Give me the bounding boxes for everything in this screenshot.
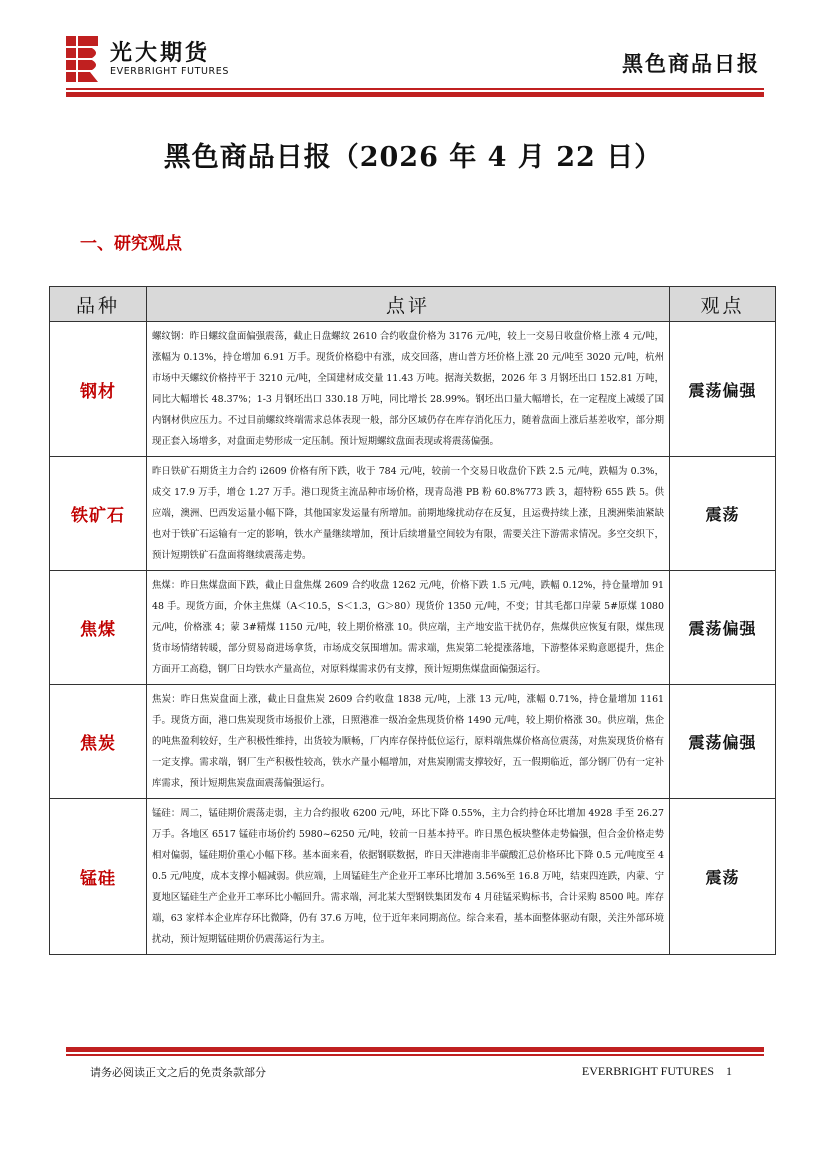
section-heading: 一、研究观点	[80, 234, 182, 254]
table-row	[50, 457, 776, 571]
company-logo	[66, 36, 246, 82]
comment-cell: 锰硅：周二，锰硅期价震荡走弱，主力合约报收 6200 元/吨，环比下降 0.55%，主力合约持仓环比增加 4928 手至 26.27 万手。各地区 6517 锰硅市场价约 5980~6250 元/吨，较前一日基本持平。昨日黑色板块整体走势偏强，但合金价格走势相对偏弱，锰硅期价重心小幅下移。基本面来看，依据钢联数据，昨日天津港南非半碳酸汇总价格环比下降 0.5 元/吨度至 40.5 元/吨度，成本支撑小幅减弱。供应端，上周锰硅生产企业开工率环比增加 3.56%至 16.8 万吨，结束四连跌，内蒙、宁夏地区锰硅生产企业开工率环比小幅回升。需求端，河北某大型钢铁集团发布 4 月硅锰采购标书，合计采购 8500 吨。库存端，63 家样本企业库存环比微降，仍有 37.6 万吨，位于近年来同期高位。综合来看，基本面整体驱动有限，关注外部环境扰动，预计短期锰硅期价仍震荡运行为主。	[147, 799, 670, 955]
view-cell: 震荡偏强	[670, 322, 776, 457]
footer-company	[582, 1064, 732, 1079]
variety-cell: 焦煤	[50, 571, 147, 685]
report-name: 黑色商品日报	[622, 52, 760, 76]
comment-cell: 螺纹钢：昨日螺纹盘面偏强震荡，截止日盘螺纹 2610 合约收盘价格为 3176 元/吨，较上一交易日收盘价格上涨 4 元/吨，涨幅为 0.13%，持仓增加 6.91 万手。现货价格稳中有涨，成交回落，唐山普方坯价格上涨 20 元/吨至 3020 元/吨，杭州市场中天螺纹价格持平于 3210 元/吨，全国建材成交量 11.43 万吨。据海关数据，2026 年 3 月钢坯出口 152.81 万吨，同比大幅增长 48.37%；1-3 月钢坯出口 330.18 万吨，同比增长 28.99%。钢坯出口量大幅增长，在一定程度上减缓了国内钢材供应压力。不过目前螺纹终端需求总体表现一般，部分区域仍存在库存消化压力，随着盘面上涨后基差收窄，部分期现正套入场增多，对盘面走势形成一定压制。预计短期螺纹盘面表现或将震荡偏强。	[147, 322, 670, 457]
variety-cell: 锰硅	[50, 799, 147, 955]
view-cell: 震荡	[670, 457, 776, 571]
variety-cell: 铁矿石	[50, 457, 147, 571]
table-row	[50, 571, 776, 685]
table-row	[50, 322, 776, 457]
table-row	[50, 685, 776, 799]
variety-cell: 钢材	[50, 322, 147, 457]
research-views-table	[49, 286, 776, 955]
page-number: 1	[726, 1064, 732, 1078]
header-comment: 点评	[147, 287, 670, 322]
header-variety: 品种	[50, 287, 147, 322]
page-title: 黑色商品日报（2026 年 4 月 22 日）	[163, 142, 663, 173]
table-row	[50, 799, 776, 955]
header-rule	[66, 88, 764, 97]
comment-cell: 昨日铁矿石期货主力合约 i2609 价格有所下跌，收于 784 元/吨，较前一个交易日收盘价下跌 2.5 元/吨，跌幅为 0.3%，成交 17.9 万手，增仓 1.27 万手。港口现货主流品种市场价格，现青岛港 PB 粉 60.8%773 跌 3，超特粉 655 跌 5。供应端，澳洲、巴西发运量小幅下降，其他国家发运量有所增加。前期地缘扰动存在反复，且运费持续上涨，且澳洲柴油紧缺也对于铁矿石运输有一定的影响，铁水产量继续增加，预计后续增量空间较为有限，需要关注下游需求情况。多空交织下，预计短期铁矿石盘面将继续震荡走势。	[147, 457, 670, 571]
logo-english-name: EVERBRIGHT FUTURES	[110, 66, 229, 77]
footer-disclaimer: 请务必阅读正文之后的免责条款部分	[90, 1066, 266, 1079]
logo-chinese-name: 光大期货	[110, 41, 211, 66]
view-cell: 震荡	[670, 799, 776, 955]
footer-rule	[66, 1047, 764, 1056]
footer-company-name: EVERBRIGHT FUTURES	[581, 1064, 714, 1078]
table-header-row	[50, 287, 776, 322]
variety-cell: 焦炭	[50, 685, 147, 799]
comment-cell: 焦煤：昨日焦煤盘面下跌，截止日盘焦煤 2609 合约收盘 1262 元/吨，价格下跌 1.5 元/吨，跌幅 0.12%，持仓量增加 9148 手。现货方面，介休主焦煤（A＜10.5，S＜1.3，G＞80）现货价 1350 元/吨，不变；甘其毛都口岸蒙 5#原煤 1080 元/吨，价格涨 4；蒙 3#精煤 1150 元/吨，较上期价格涨 10。供应端，主产地安监干扰仍存，焦煤供应恢复有限，煤焦现货市场情绪转暖，部分贸易商进场拿货，市场成交氛围增加。需求端，焦炭第二轮提涨落地，下游整体采购意愿提升，焦企方面开工高稳，钢厂日均铁水产量高位，对原料煤需求仍有支撑，预计短期焦煤盘面偏强运行。	[147, 571, 670, 685]
view-cell: 震荡偏强	[670, 685, 776, 799]
view-cell: 震荡偏强	[670, 571, 776, 685]
comment-cell: 焦炭：昨日焦炭盘面上涨，截止日盘焦炭 2609 合约收盘 1838 元/吨，上涨 13 元/吨，涨幅 0.71%，持仓量增加 1161 手。现货方面，港口焦炭现货市场报价上涨，日照港准一级冶金焦现货价格 1490 元/吨，较上期价格涨 30。供应端，焦企的吨焦盈利较好，生产积极性维持，出货较为顺畅，厂内库存保持低位运行，原料端焦煤价格高位震荡，对焦炭现货价格有一定支撑。需求端，钢厂生产积极性较高，铁水产量小幅增加，对焦炭刚需支撑较好，五一假期临近，部分钢厂仍有一定补库需求，预计短期焦炭盘面震荡偏强运行。	[147, 685, 670, 799]
everbright-logo-icon	[66, 36, 102, 82]
header-view: 观点	[670, 287, 776, 322]
